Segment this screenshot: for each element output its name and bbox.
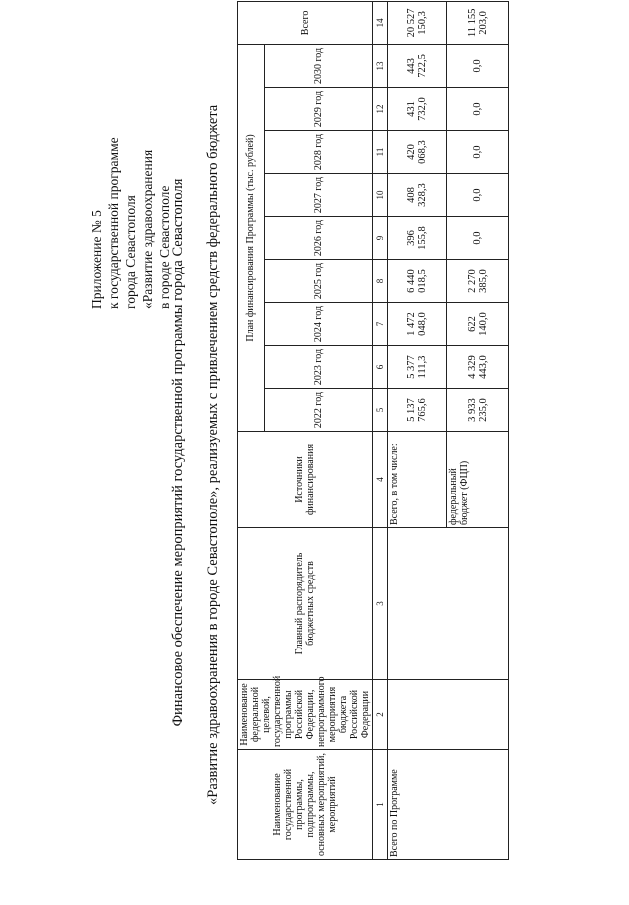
column-number: 4 (373, 432, 388, 528)
value-cell: 0,0 (447, 44, 509, 87)
col-header-plan: План финансирования Программы (тыс. рублей) (238, 44, 265, 431)
column-number: 12 (373, 88, 388, 131)
value-cell: 0,0 (447, 131, 509, 174)
value-cell: 0,0 (447, 217, 509, 260)
value-cell: 5 137 765,6 (388, 389, 447, 432)
value-cell: 420 068,3 (388, 131, 447, 174)
year-header: 2023 год (264, 346, 372, 389)
col-header-program: Наименование государственной программы, подпрограммы, основных мероприятий, мероприятий (238, 750, 373, 860)
document-subtitle: «Развитие здравоохранения в городе Севастополе», реализуемых с привлечением средств федерального бюджета (205, 104, 221, 805)
value-cell: 5 377 111,3 (388, 346, 447, 389)
column-number: 11 (373, 131, 388, 174)
table-row (388, 1, 447, 859)
year-header: 2025 год (264, 260, 372, 303)
column-number: 8 (373, 260, 388, 303)
year-header: 2026 год (264, 217, 372, 260)
col-header-federal-program: Наименование федеральной целевой, государственной программы Российской Федерации, непрограммного мероприятия бюджета Российской Федерации (238, 680, 373, 750)
financing-table (237, 1, 509, 860)
value-cell: 1 472 048,0 (388, 303, 447, 346)
value-cell: 408 328,3 (388, 174, 447, 217)
column-number: 2 (373, 680, 388, 750)
appendix-line: в городе Севастополе (157, 185, 172, 309)
value-cell: 6 440 018,5 (388, 260, 447, 303)
appendix-line: Приложение № 5 (89, 210, 104, 309)
document-title: Финансовое обеспечение мероприятий государственной программы города Севастополя (170, 178, 186, 727)
appendix-line: «Развитие здравоохранения (140, 149, 155, 309)
column-number: 6 (373, 346, 388, 389)
funding-source: федеральный бюджет (ФЦП) (447, 432, 509, 528)
year-header: 2030 год (264, 44, 372, 87)
column-number: 7 (373, 303, 388, 346)
value-cell: 2 270 385,0 (447, 260, 509, 303)
appendix-note (88, 69, 173, 309)
appendix-line: города Севастополя (123, 195, 138, 309)
year-header: 2027 год (264, 174, 372, 217)
value-cell: 622 140,0 (447, 303, 509, 346)
value-cell: 3 933 235,0 (447, 389, 509, 432)
col-header-total: Всего (238, 1, 373, 44)
column-number: 9 (373, 217, 388, 260)
total-cell: 20 527 150,3 (388, 1, 447, 44)
year-header: 2029 год (264, 88, 372, 131)
year-header: 2022 год (264, 389, 372, 432)
value-cell: 443 722,5 (388, 44, 447, 87)
col-header-funding-sources: Источники финансирования (238, 432, 373, 528)
empty-cell (388, 528, 509, 680)
appendix-line: к государственной программе (106, 137, 121, 309)
value-cell: 4 329 443,0 (447, 346, 509, 389)
program-label: Всего по Программе (388, 750, 509, 860)
funding-source: Всего, в том числе: (388, 432, 447, 528)
column-number: 14 (373, 1, 388, 44)
col-header-budget-manager: Главный распорядитель бюджетных средств (238, 528, 373, 680)
year-header: 2024 год (264, 303, 372, 346)
value-cell: 0,0 (447, 88, 509, 131)
column-number: 5 (373, 389, 388, 432)
column-number: 10 (373, 174, 388, 217)
year-header: 2028 год (264, 131, 372, 174)
value-cell: 431 732,0 (388, 88, 447, 131)
column-number: 1 (373, 750, 388, 860)
value-cell: 396 155,8 (388, 217, 447, 260)
total-cell: 11 155 203,0 (447, 1, 509, 44)
column-number: 13 (373, 44, 388, 87)
empty-cell (388, 680, 509, 750)
column-number: 3 (373, 528, 388, 680)
value-cell: 0,0 (447, 174, 509, 217)
